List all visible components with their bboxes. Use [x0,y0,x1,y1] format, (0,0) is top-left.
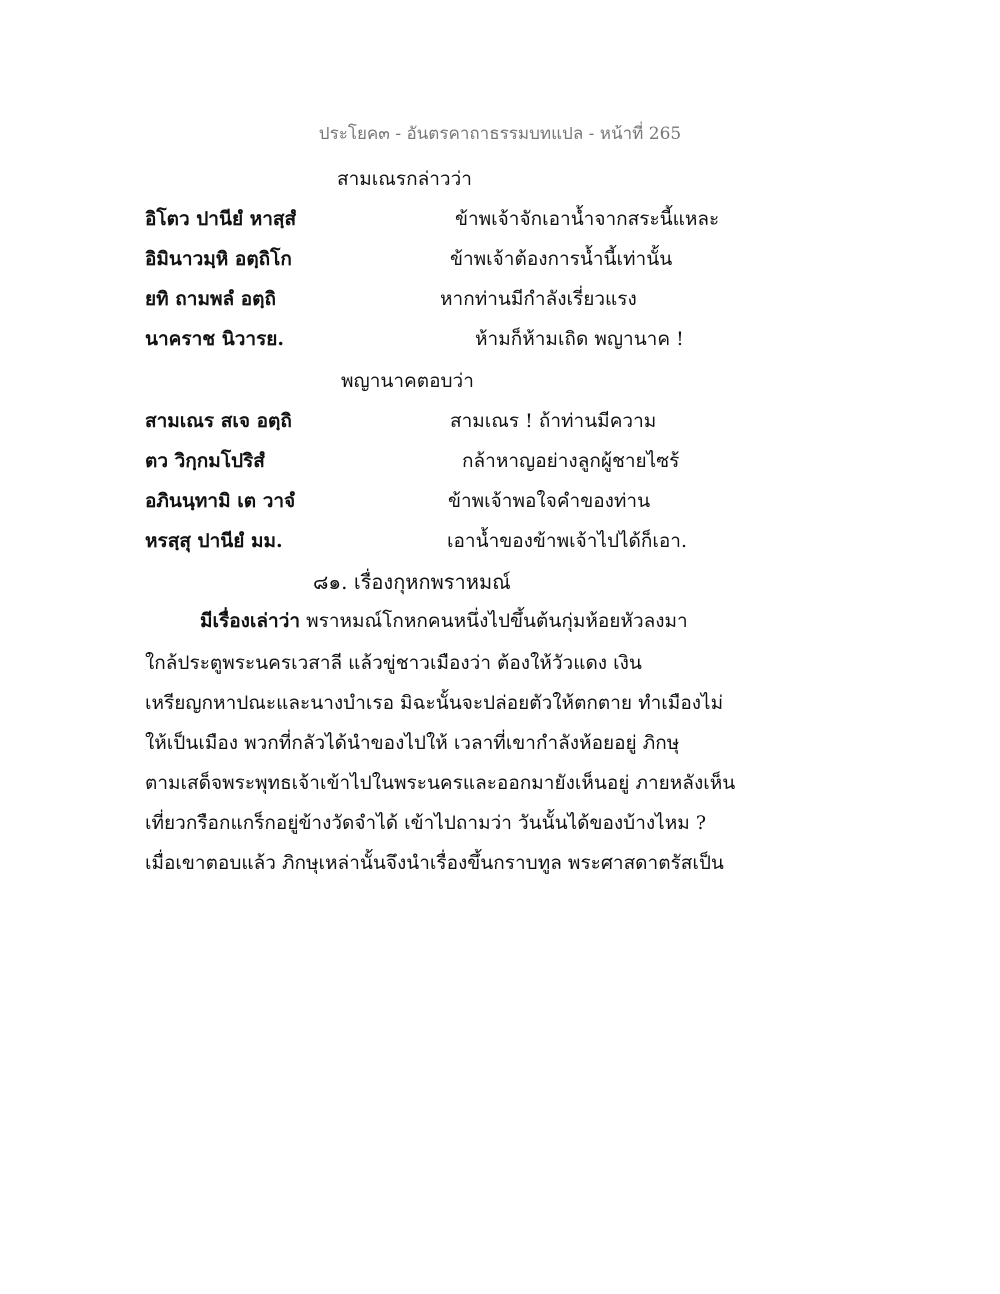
verse1-thai-line-4: ห้ามก็ห้ามเถิด พญานาค ! [475,328,684,350]
verse1-pali-line-3: ยทิ ถามพลํ อตฺถิ [145,288,277,310]
story-line-5: ตามเสด็จพระพุทธเจ้าเข้าไปในพระนครและออกมายังเห็นอยู่ ภายหลังเห็น [145,772,736,794]
verse1-thai-line-1: ข้าพเจ้าจักเอาน้ำจากสระนี้แหละ [455,208,720,230]
story-line-2: ใกล้ประตูพระนครเวสาลี แล้วขู่ชาวเมืองว่า ต้องให้วัวแดง เงิน [145,652,642,674]
verse1-pali-line-4: นาคราช นิวารย. [145,328,285,350]
verse2-thai-line-1: สามเณร ! ถ้าท่านมีความ [450,410,657,432]
verse1-pali-line-2: อิมินาวมฺหิ อตฺถิโก [145,248,292,270]
verse1-thai-line-3: หากท่านมีกำลังเรี่ยวแรง [440,288,637,310]
verse1-pali-line-1: อิโตว ปานียํ หาสฺสํ [145,208,297,230]
story-title: ๘๑. เรื่องกุหกพราหมณ์ [313,570,511,594]
verse2-thai-line-2: กล้าหาญอย่างลูกผู้ชายไซร้ [462,450,680,472]
running-header: ประโยค๓ - อันตรคาถาธรรมบทแปล - หน้าที่ 265 [318,124,682,144]
story-line-6: เที่ยวกรือกแกร็กอยู่ข้างวัดจำได้ เข้าไปถามว่า วันนั้นได้ของบ้างไหม ? [145,812,707,834]
story-line-3: เหรียญกหาปณะและนางบำเรอ มิฉะนั้นจะปล่อยตัวให้ตกตาย ทำเมืองไม่ [145,692,724,714]
verse1-thai-line-2: ข้าพเจ้าต้องการน้ำนี้เท่านั้น [450,248,673,270]
story-line-7: เมื่อเขาตอบแล้ว ภิกษุเหล่านั้นจึงนำเรื่องขึ้นกราบทูล พระศาสดาตรัสเป็น [145,852,724,874]
story-line-4: ให้เป็นเมือง พวกที่กลัวได้นำของไปให้ เวลาที่เขากำลังห้อยอยู่ ภิกษุ [145,732,680,754]
verse2-intro: พญานาคตอบว่า [341,370,474,392]
story-lead-rest: พราหมณ์โกหกคนหนึ่งไปขึ้นต้นกุ่มห้อยหัวลงมา [300,610,688,632]
verse2-pali-line-3: อภินนฺทามิ เต วาจํ [145,490,296,512]
verse1-intro: สามเณรกล่าวว่า [337,168,472,190]
verse2-thai-line-4: เอาน้ำของข้าพเจ้าไปได้ก็เอา. [447,530,688,552]
verse2-pali-line-2: ตว วิกฺกมโปริสํ [145,450,265,472]
story-paragraph-first-line [200,606,688,636]
verse2-pali-line-1: สามเณร สเจ อตฺถิ [145,410,292,432]
story-lead-bold: มีเรื่องเล่าว่า [200,610,301,632]
verse2-pali-line-4: หรสฺสุ ปานียํ มม. [145,530,283,552]
verse2-thai-line-3: ข้าพเจ้าพอใจคำของท่าน [448,490,651,512]
